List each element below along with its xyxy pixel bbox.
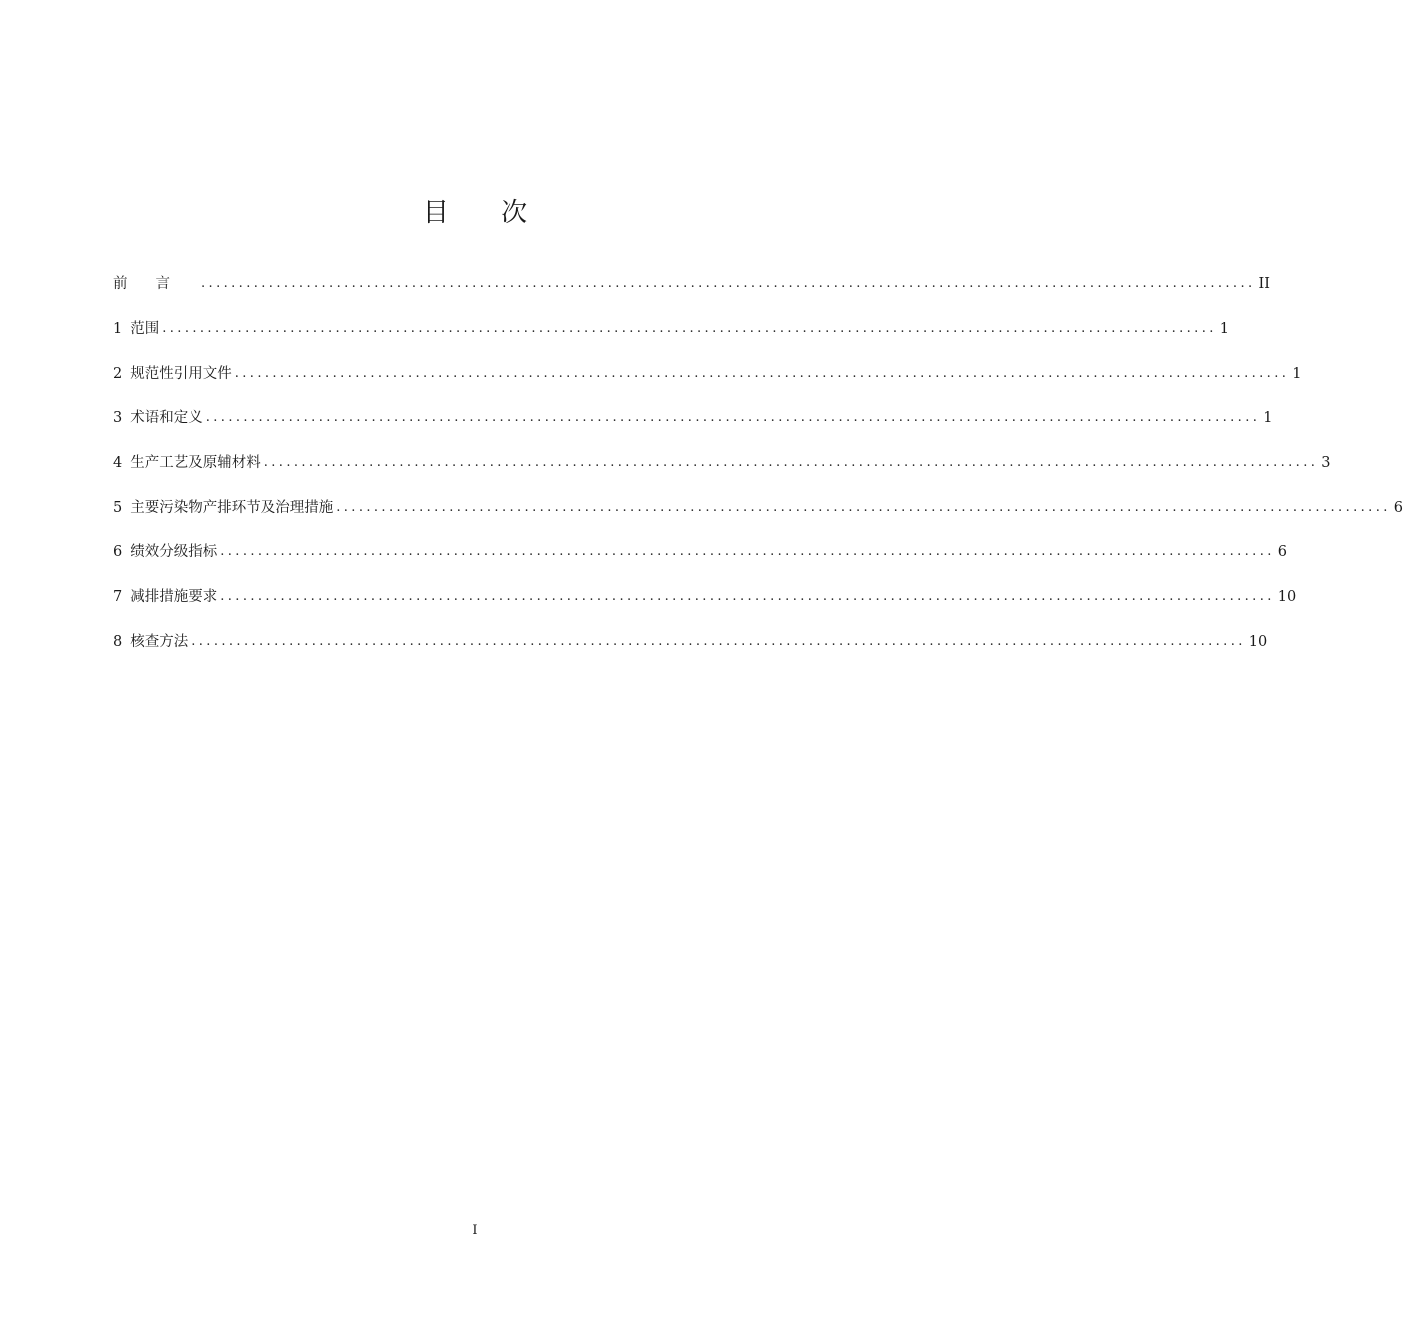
toc-entry-label: 减排措施要求 <box>130 589 218 606</box>
toc-entry-label: 术语和定义 <box>130 410 203 427</box>
toc-entry-6[interactable] <box>113 530 1287 575</box>
toc-entry-3[interactable] <box>113 396 1273 441</box>
toc-entry-number: 8 <box>113 633 123 650</box>
toc-entry-label: 范围 <box>130 321 160 338</box>
toc-leader-dots: ............................................................................................................................................ <box>205 410 1261 426</box>
toc-entry-number: 7 <box>113 589 123 606</box>
toc-entry-label: 主要污染物产排环节及治理措施 <box>130 499 334 516</box>
toc-leader-dots: ............................................................................................................................................ <box>263 455 1319 471</box>
toc-entry-1[interactable] <box>113 307 1229 352</box>
toc-page-number: 6 <box>1393 499 1403 516</box>
toc-entry-number: 1 <box>113 321 123 338</box>
toc-entry-7[interactable] <box>113 575 1297 620</box>
toc-entry-2[interactable] <box>113 351 1302 396</box>
toc-entry-foreword[interactable] <box>113 262 1270 307</box>
toc-entry-label: 核查方法 <box>130 633 189 650</box>
toc-leader-dots: ............................................................................................................................................ <box>162 321 1217 337</box>
toc-entry-label: 生产工艺及原辅材料 <box>130 455 261 472</box>
toc-entry-number: 4 <box>113 455 123 472</box>
toc-entry-4[interactable] <box>113 441 1331 486</box>
toc-page-number: 1 <box>1292 365 1302 382</box>
toc-entry-number: 2 <box>113 365 123 382</box>
toc-entry-number: 5 <box>113 499 123 516</box>
toc-leader-dots: ............................................................................................................................................ <box>336 499 1391 515</box>
toc-leader-dots: ............................................................................................................................................ <box>191 633 1246 649</box>
toc-page-number: 10 <box>1248 633 1268 650</box>
toc-leader-dots: ............................................................................................................................................ <box>234 365 1290 381</box>
toc-leader-dots: ............................................................................................................................................ <box>201 276 1256 292</box>
toc-leader-dots: ............................................................................................................................................ <box>220 589 1275 605</box>
table-of-contents <box>113 262 1403 664</box>
toc-entry-5[interactable] <box>113 485 1403 530</box>
toc-page-number: 6 <box>1277 544 1287 561</box>
toc-page-number: 1 <box>1219 321 1229 338</box>
toc-leader-dots: ............................................................................................................................................ <box>220 544 1275 560</box>
toc-page-number: II <box>1258 276 1270 293</box>
toc-entry-label: 前言 <box>113 276 198 293</box>
toc-page-number: 10 <box>1277 589 1297 606</box>
page-title: 目 次 <box>422 198 550 228</box>
page-footer-number: I <box>472 1223 478 1238</box>
toc-entry-label: 绩效分级指标 <box>130 544 218 561</box>
toc-page-number: 3 <box>1321 455 1331 472</box>
toc-entry-8[interactable] <box>113 620 1268 665</box>
toc-entry-label: 规范性引用文件 <box>130 365 232 382</box>
toc-entry-number: 6 <box>113 544 123 561</box>
toc-entry-number: 3 <box>113 410 123 427</box>
toc-page-number: 1 <box>1263 410 1273 427</box>
